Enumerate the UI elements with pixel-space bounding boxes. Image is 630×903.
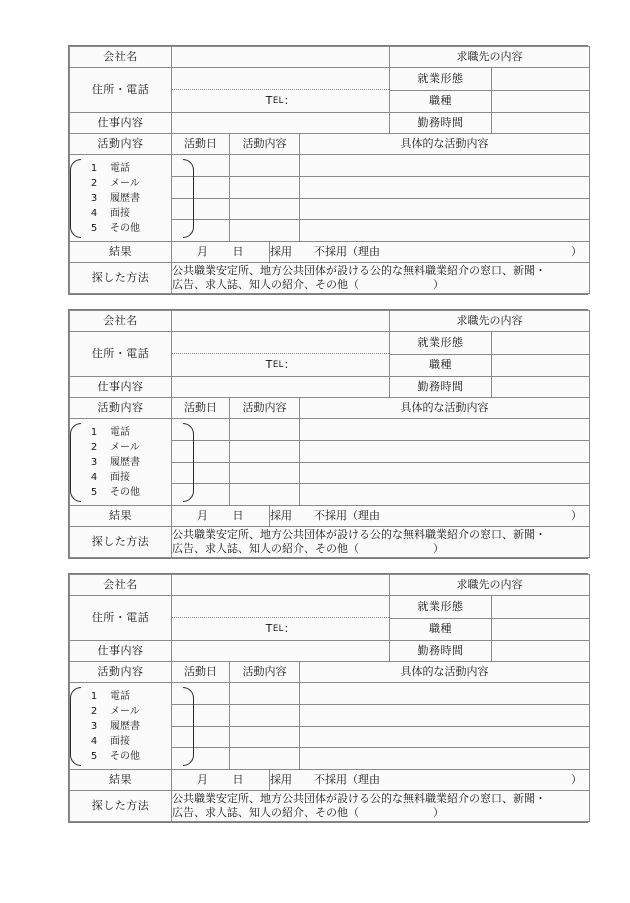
input-job-content[interactable]: [172, 113, 390, 134]
list-item: [84, 719, 180, 734]
label-search-method: 探した方法: [70, 263, 172, 294]
legend-label: メール: [110, 177, 140, 189]
column-header-activity-detail: 具体的な活動内容: [300, 398, 590, 419]
legend-label: 電話: [110, 690, 130, 702]
input-activity-kind[interactable]: [230, 726, 300, 748]
input-job-content[interactable]: [172, 641, 390, 662]
right-brace-icon: [183, 423, 194, 502]
result-day-label: 日: [232, 245, 244, 259]
legend-label: 電話: [110, 162, 130, 174]
input-activity-kind[interactable]: [230, 176, 300, 198]
header-job-target: 求職先の内容: [390, 47, 590, 68]
label-address-phone: 住所・電話: [70, 68, 172, 113]
input-activity-kind[interactable]: [230, 220, 300, 242]
result-reason-close-paren: ）: [571, 773, 582, 787]
legend-number: 2: [90, 177, 98, 189]
table-row: [70, 683, 590, 705]
input-working-hours[interactable]: [492, 641, 590, 662]
list-item: [84, 176, 180, 191]
row-company-name: [70, 47, 590, 68]
result-outcome[interactable]: [270, 242, 590, 263]
search-method-options[interactable]: [172, 263, 590, 294]
row-activity-header: [70, 398, 590, 419]
row-result: [70, 506, 590, 527]
row-activity-header: [70, 662, 590, 683]
input-activity-detail[interactable]: [300, 726, 590, 748]
input-activity-kind[interactable]: [230, 704, 300, 726]
input-activity-kind[interactable]: [230, 748, 300, 770]
label-company-name: 会社名: [70, 311, 172, 332]
tel-label: TEL：: [265, 93, 296, 107]
input-working-hours[interactable]: [492, 113, 590, 134]
row-search-method: [70, 263, 590, 294]
list-item: [84, 749, 180, 764]
label-employment-type: 就業形態: [390, 596, 492, 619]
label-company-name: 会社名: [70, 575, 172, 596]
left-brace-icon: [70, 159, 81, 238]
input-employment-type[interactable]: [492, 68, 590, 91]
input-employment-type[interactable]: [492, 596, 590, 619]
activity-legend: [70, 683, 172, 770]
input-activity-detail[interactable]: [300, 704, 590, 726]
activity-record-block: [68, 309, 588, 559]
header-job-target: 求職先の内容: [390, 575, 590, 596]
input-occupation[interactable]: [492, 354, 590, 377]
list-item: [84, 734, 180, 749]
search-method-line1: 公共職業安定所、地方公共団体が設ける公的な無料職業紹介の窓口、新聞・: [172, 264, 546, 278]
input-activity-kind[interactable]: [230, 462, 300, 484]
label-working-hours: 勤務時間: [390, 113, 492, 134]
column-header-activity-date: 活動日: [172, 398, 230, 419]
column-header-activity-kind: 活動内容: [230, 662, 300, 683]
legend-label: メール: [110, 705, 140, 717]
legend-number: 5: [90, 222, 98, 234]
input-activity-kind[interactable]: [230, 484, 300, 506]
row-address-employment: [70, 68, 590, 91]
legend-label: 面接: [110, 207, 130, 219]
input-activity-detail[interactable]: [300, 440, 590, 462]
label-company-name: 会社名: [70, 47, 172, 68]
legend-number: 5: [90, 486, 98, 498]
activity-record-block: [68, 45, 588, 295]
legend-label: 電話: [110, 426, 130, 438]
input-activity-detail[interactable]: [300, 419, 590, 441]
row-company-name: [70, 311, 590, 332]
search-method-line1: 公共職業安定所、地方公共団体が設ける公的な無料職業紹介の窓口、新聞・: [172, 792, 546, 806]
label-activity-content: 活動内容: [70, 662, 172, 683]
input-activity-kind[interactable]: [230, 419, 300, 441]
row-job-content: [70, 113, 590, 134]
legend-label: メール: [110, 441, 140, 453]
search-method-line2-text: 広告、求人誌、知人の紹介、その他（: [172, 542, 359, 555]
row-activity-header: [70, 134, 590, 155]
search-method-options[interactable]: [172, 791, 590, 822]
list-item: [84, 206, 180, 221]
label-result: 結果: [70, 242, 172, 263]
list-item: [84, 440, 180, 455]
column-header-activity-date: 活動日: [172, 134, 230, 155]
result-not-adopted-option[interactable]: 不採用（理由: [314, 509, 380, 523]
input-result-date[interactable]: [172, 770, 270, 791]
activity-record-block: [68, 573, 588, 823]
input-result-date[interactable]: [172, 242, 270, 263]
label-job-content: 仕事内容: [70, 113, 172, 134]
result-day-label: 日: [232, 509, 244, 523]
activity-record-table: [69, 574, 590, 822]
input-activity-detail[interactable]: [300, 683, 590, 705]
input-activity-kind[interactable]: [230, 155, 300, 177]
legend-list: [84, 689, 180, 764]
column-header-activity-kind: 活動内容: [230, 134, 300, 155]
legend-bracket-group: [70, 158, 194, 239]
result-outcome[interactable]: [270, 770, 590, 791]
legend-number: 2: [90, 441, 98, 453]
result-adopted-option[interactable]: 採用: [270, 245, 292, 259]
legend-label: その他: [110, 486, 140, 498]
label-search-method: 探した方法: [70, 791, 172, 822]
row-search-method: [70, 791, 590, 822]
label-working-hours: 勤務時間: [390, 641, 492, 662]
input-company-name[interactable]: [172, 575, 390, 596]
result-month-label: 月: [197, 245, 209, 259]
left-brace-icon: [70, 423, 81, 502]
legend-label: 履歴書: [110, 720, 140, 732]
list-item: [84, 191, 180, 206]
search-method-options[interactable]: [172, 527, 590, 558]
label-working-hours: 勤務時間: [390, 377, 492, 398]
input-occupation[interactable]: [492, 90, 590, 113]
tel-label: TEL：: [265, 357, 296, 371]
label-address-phone: 住所・電話: [70, 596, 172, 641]
table-row: [70, 419, 590, 441]
input-activity-kind[interactable]: [230, 683, 300, 705]
legend-list: [84, 425, 180, 500]
search-method-line2-text: 広告、求人誌、知人の紹介、その他（: [172, 278, 359, 291]
label-result: 結果: [70, 506, 172, 527]
row-address-employment: [70, 596, 590, 619]
label-job-content: 仕事内容: [70, 641, 172, 662]
column-header-activity-kind: 活動内容: [230, 398, 300, 419]
input-activity-kind[interactable]: [230, 440, 300, 462]
list-item: [84, 425, 180, 440]
row-result: [70, 770, 590, 791]
row-result: [70, 242, 590, 263]
list-item: [84, 485, 180, 500]
legend-label: 面接: [110, 471, 130, 483]
left-brace-icon: [70, 687, 81, 766]
column-header-activity-detail: 具体的な活動内容: [300, 662, 590, 683]
list-item: [84, 455, 180, 470]
result-month-label: 月: [197, 509, 209, 523]
label-employment-type: 就業形態: [390, 68, 492, 91]
search-method-line1: 公共職業安定所、地方公共団体が設ける公的な無料職業紹介の窓口、新聞・: [172, 528, 546, 542]
list-item: [84, 161, 180, 176]
legend-number: 1: [90, 162, 98, 174]
address-line[interactable]: [172, 597, 389, 618]
legend-number: 1: [90, 426, 98, 438]
input-activity-detail[interactable]: [300, 198, 590, 220]
legend-number: 4: [90, 471, 98, 483]
legend-number: 3: [90, 192, 98, 204]
legend-number: 3: [90, 720, 98, 732]
tel-line[interactable]: [172, 618, 389, 640]
label-activity-content: 活動内容: [70, 134, 172, 155]
result-day-label: 日: [232, 773, 244, 787]
input-address-tel[interactable]: [172, 596, 390, 641]
search-method-line2: [172, 542, 589, 556]
tel-label: TEL：: [265, 621, 296, 635]
header-job-target: 求職先の内容: [390, 311, 590, 332]
table-row: [70, 155, 590, 177]
input-result-date[interactable]: [172, 506, 270, 527]
legend-label: 面接: [110, 735, 130, 747]
row-address-employment: [70, 332, 590, 355]
label-occupation: 職種: [390, 354, 492, 377]
legend-number: 5: [90, 750, 98, 762]
input-activity-detail[interactable]: [300, 155, 590, 177]
column-header-activity-date: 活動日: [172, 662, 230, 683]
input-job-content[interactable]: [172, 377, 390, 398]
tel-line[interactable]: [172, 354, 389, 376]
label-employment-type: 就業形態: [390, 332, 492, 355]
row-search-method: [70, 527, 590, 558]
input-activity-detail[interactable]: [300, 176, 590, 198]
input-address-tel[interactable]: [172, 332, 390, 377]
input-activity-detail[interactable]: [300, 462, 590, 484]
result-reason-close-paren: ）: [571, 509, 582, 523]
row-company-name: [70, 575, 590, 596]
list-item: [84, 704, 180, 719]
right-brace-icon: [183, 159, 194, 238]
input-occupation[interactable]: [492, 618, 590, 641]
legend-label: その他: [110, 750, 140, 762]
list-item: [84, 470, 180, 485]
row-job-content: [70, 377, 590, 398]
result-reason-close-paren: ）: [571, 245, 582, 259]
result-month-label: 月: [197, 773, 209, 787]
result-not-adopted-option[interactable]: 不採用（理由: [314, 773, 380, 787]
list-item: [84, 689, 180, 704]
legend-number: 1: [90, 690, 98, 702]
input-activity-detail[interactable]: [300, 220, 590, 242]
search-method-line2: [172, 806, 589, 820]
legend-number: 4: [90, 735, 98, 747]
result-outcome[interactable]: [270, 506, 590, 527]
label-search-method: 探した方法: [70, 527, 172, 558]
label-occupation: 職種: [390, 90, 492, 113]
legend-label: 履歴書: [110, 456, 140, 468]
row-job-content: [70, 641, 590, 662]
label-activity-content: 活動内容: [70, 398, 172, 419]
input-activity-detail[interactable]: [300, 484, 590, 506]
activity-record-table: [69, 46, 590, 294]
label-job-content: 仕事内容: [70, 377, 172, 398]
activity-record-table: [69, 310, 590, 558]
label-occupation: 職種: [390, 618, 492, 641]
activity-legend: [70, 155, 172, 242]
search-method-close-paren: ）: [433, 278, 444, 291]
result-adopted-option[interactable]: 採用: [270, 509, 292, 523]
legend-bracket-group: [70, 422, 194, 503]
list-item: [84, 221, 180, 236]
result-adopted-option[interactable]: 採用: [270, 773, 292, 787]
legend-label: 履歴書: [110, 192, 140, 204]
column-header-activity-detail: 具体的な活動内容: [300, 134, 590, 155]
address-line[interactable]: [172, 69, 389, 90]
search-method-close-paren: ）: [433, 542, 444, 555]
input-activity-detail[interactable]: [300, 748, 590, 770]
input-activity-kind[interactable]: [230, 198, 300, 220]
label-address-phone: 住所・電話: [70, 332, 172, 377]
label-result: 結果: [70, 770, 172, 791]
input-company-name[interactable]: [172, 311, 390, 332]
tel-line[interactable]: [172, 90, 389, 112]
input-working-hours[interactable]: [492, 377, 590, 398]
search-method-line2: [172, 278, 589, 292]
result-not-adopted-option[interactable]: 不採用（理由: [314, 245, 380, 259]
legend-number: 2: [90, 705, 98, 717]
input-address-tel[interactable]: [172, 68, 390, 113]
right-brace-icon: [183, 687, 194, 766]
legend-list: [84, 161, 180, 236]
input-company-name[interactable]: [172, 47, 390, 68]
legend-bracket-group: [70, 686, 194, 767]
search-method-close-paren: ）: [433, 806, 444, 819]
input-employment-type[interactable]: [492, 332, 590, 355]
legend-number: 4: [90, 207, 98, 219]
activity-legend: [70, 419, 172, 506]
legend-number: 3: [90, 456, 98, 468]
legend-label: その他: [110, 222, 140, 234]
search-method-line2-text: 広告、求人誌、知人の紹介、その他（: [172, 806, 359, 819]
address-line[interactable]: [172, 333, 389, 354]
